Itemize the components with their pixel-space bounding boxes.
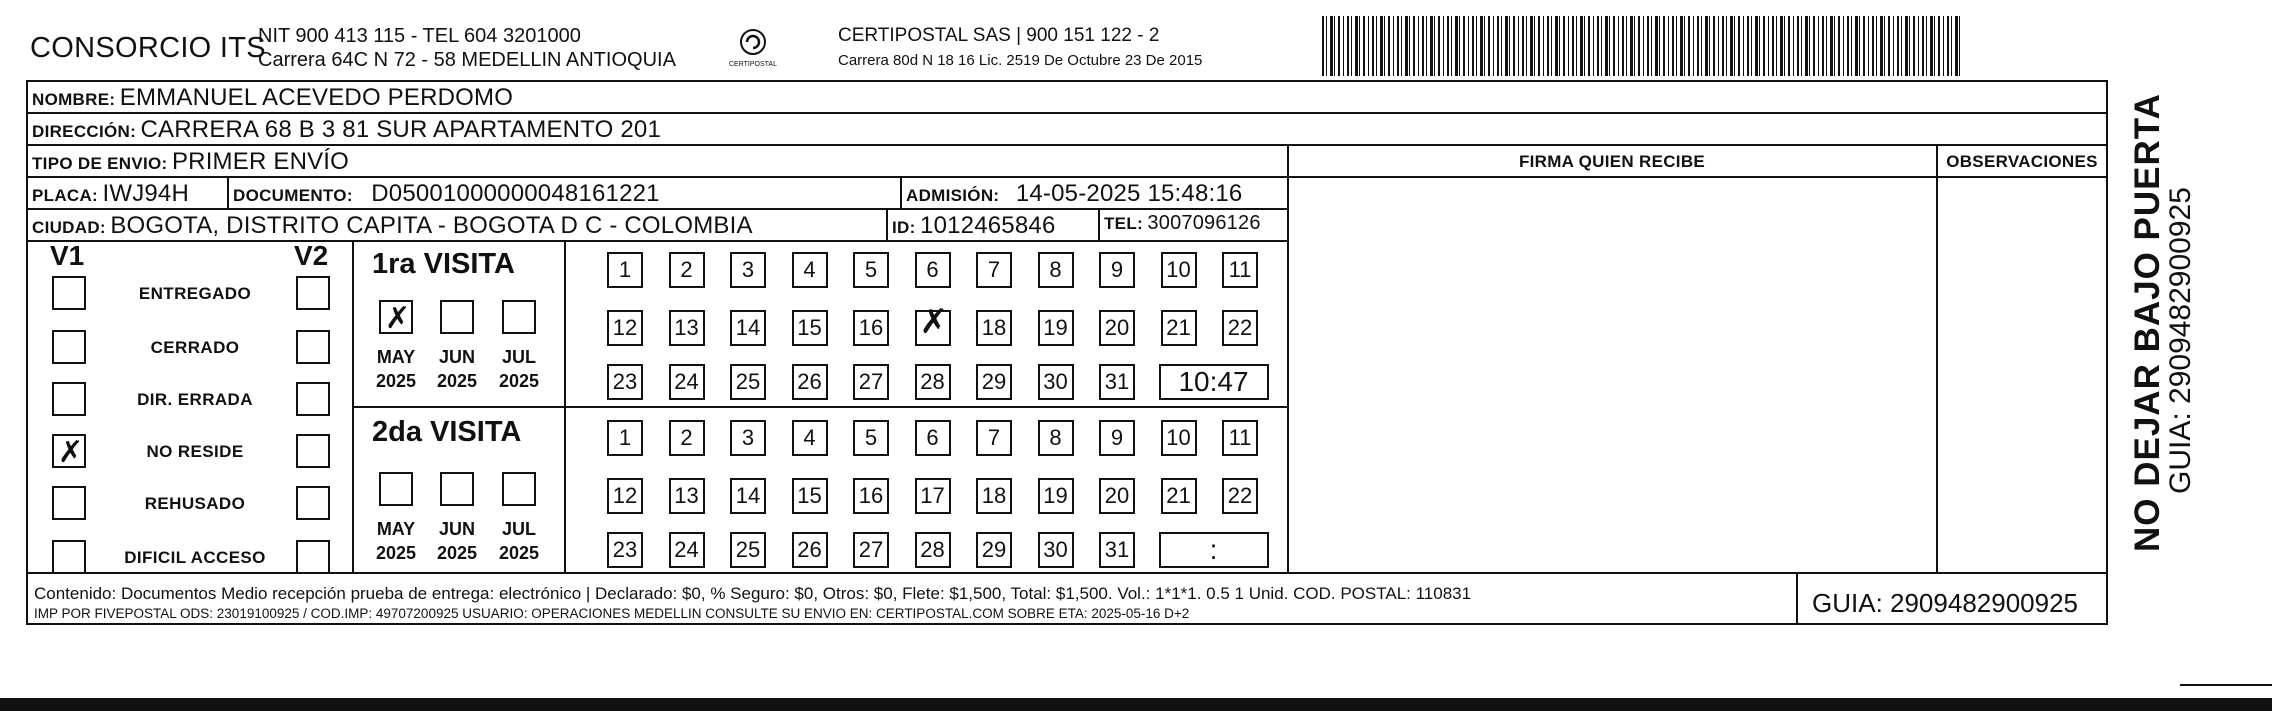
address-value: CARRERA 68 B 3 81 SUR APARTAMENTO 201 [140, 116, 662, 143]
x-mark-icon: ✗ [385, 301, 411, 336]
v2-header: V2 [294, 240, 329, 271]
v2-checkbox[interactable] [296, 382, 330, 416]
bottom-bar [0, 698, 2272, 711]
company-line-1: NIT 900 413 115 - TEL 604 3201000 [258, 25, 581, 47]
visit2-year-label: 2025 [436, 543, 478, 563]
visit2-day[interactable]: 19 [1038, 478, 1074, 514]
visit2-month-label: JUL [501, 519, 536, 539]
visit1-day[interactable]: 10 [1161, 252, 1197, 288]
visit2-month-label: JUN [438, 519, 475, 539]
visit2-day[interactable]: 11 [1222, 420, 1258, 456]
visit1-day[interactable]: 26 [792, 364, 828, 400]
visit1-day[interactable]: 3 [730, 252, 766, 288]
visit1-day[interactable]: 24 [669, 364, 705, 400]
v1-checkbox[interactable] [52, 330, 86, 364]
v1-header: V1 [50, 240, 85, 271]
visit2-title: 2da VISITA [372, 416, 522, 448]
visit1-title: 1ra VISITA [372, 248, 515, 280]
id-value: 1012465846 [920, 212, 1056, 239]
v2-checkbox[interactable] [296, 486, 330, 520]
status-option-label: DIR. ERRADA [137, 390, 253, 409]
visit1-day[interactable]: 29 [976, 364, 1012, 400]
visit2-month-checkbox[interactable] [440, 472, 474, 506]
visit2-time-box[interactable]: : [1159, 532, 1269, 568]
visit1-day[interactable]: 18 [976, 310, 1012, 346]
visit1-day[interactable]: 28 [915, 364, 951, 400]
visit2-day[interactable]: 20 [1099, 478, 1135, 514]
tel-row [1104, 212, 1261, 235]
address-row [32, 116, 661, 144]
visit1-year-label: 2025 [375, 371, 417, 391]
visit1-day[interactable]: 1 [607, 252, 643, 288]
visit2-day[interactable]: 10 [1161, 420, 1197, 456]
v2-checkbox[interactable] [296, 276, 330, 310]
footer-line-2: IMP POR FIVEPOSTAL ODS: 23019100925 / COD.IMP: 49707200925 USUARIO: OPERACIONES MEDELLIN CONSULTE SU ENVIO EN: CERTIPOSTAL.COM SOBRE ETA: 2025-05-16 D+2 [34, 606, 1190, 621]
document-value: D05001000000048161221 [371, 180, 660, 207]
admission-value: 14-05-2025 15:48:16 [1015, 180, 1243, 207]
visit1-day[interactable]: 2 [669, 252, 705, 288]
visit1-day[interactable]: 20 [1099, 310, 1135, 346]
visit1-day[interactable]: 12 [607, 310, 643, 346]
visit2-day[interactable]: 23 [607, 532, 643, 568]
visit1-month-label: JUL [501, 347, 536, 367]
send-type-row [32, 148, 349, 176]
plate-row [32, 180, 189, 208]
admission-row [906, 180, 1242, 208]
visit2-day[interactable]: 16 [853, 478, 889, 514]
tel-label: TEL: [1104, 214, 1143, 233]
svg-text:CERTIPOSTAL: CERTIPOSTAL [729, 61, 777, 68]
visit2-month-label: MAY [376, 519, 416, 539]
carrier-line-2: Carrera 80d N 18 16 Lic. 2519 De Octubre 23 De 2015 [838, 52, 1203, 69]
barcode [1322, 16, 1962, 76]
visit1-day[interactable]: 31 [1099, 364, 1135, 400]
visit1-day[interactable]: 30 [1038, 364, 1074, 400]
v1-checkbox[interactable] [52, 382, 86, 416]
v1-checkbox[interactable] [52, 540, 86, 574]
visit2-day[interactable]: 27 [853, 532, 889, 568]
visit2-day[interactable]: 25 [730, 532, 766, 568]
visit1-day[interactable]: 15 [792, 310, 828, 346]
visit2-day[interactable]: 21 [1161, 478, 1197, 514]
tel-value: 3007096126 [1147, 212, 1261, 234]
name-value: EMMANUEL ACEVEDO PERDOMO [119, 84, 514, 111]
name-label: NOMBRE: [32, 90, 116, 109]
visit1-time-box[interactable]: 10:47 [1159, 364, 1269, 400]
visit2-day[interactable]: 26 [792, 532, 828, 568]
certipostal-logo [726, 26, 780, 72]
visit2-day[interactable]: 24 [669, 532, 705, 568]
company-name: CONSORCIO ITS [30, 32, 266, 64]
visit1-day[interactable]: 23 [607, 364, 643, 400]
plate-value: IWJ94H [102, 180, 190, 207]
visit1-month-checkbox[interactable] [379, 300, 413, 334]
visit1-month-checkbox[interactable] [440, 300, 474, 334]
signature-header: FIRMA QUIEN RECIBE [1518, 152, 1706, 171]
visit1-day[interactable]: 4 [792, 252, 828, 288]
visit1-day[interactable]: 8 [1038, 252, 1074, 288]
visit1-day[interactable]: 25 [730, 364, 766, 400]
visit2-day[interactable]: 29 [976, 532, 1012, 568]
send-type-value: PRIMER ENVÍO [171, 148, 350, 175]
visit2-day[interactable]: 5 [853, 420, 889, 456]
visit1-day[interactable]: 13 [669, 310, 705, 346]
visit2-day[interactable]: 22 [1222, 478, 1258, 514]
v2-checkbox[interactable] [296, 540, 330, 574]
carrier-line-1: CERTIPOSTAL SAS | 900 151 122 - 2 [838, 25, 1160, 46]
visit1-day[interactable]: 22 [1222, 310, 1258, 346]
visit1-month-label: JUN [438, 347, 475, 367]
visit2-day[interactable]: 9 [1099, 420, 1135, 456]
footer-guide: GUIA: 2909482900925 [1812, 588, 2078, 618]
visit1-day[interactable]: 27 [853, 364, 889, 400]
visit1-year-label: 2025 [436, 371, 478, 391]
visit2-day[interactable]: 13 [669, 478, 705, 514]
visit1-day[interactable]: 7 [976, 252, 1012, 288]
visit1-day[interactable]: 14 [730, 310, 766, 346]
visit2-day[interactable]: 7 [976, 420, 1012, 456]
city-value: BOGOTA, DISTRITO CAPITA - BOGOTA D C - COLOMBIA [110, 212, 753, 239]
visit2-day[interactable]: 8 [1038, 420, 1074, 456]
visit1-day[interactable] [915, 310, 951, 346]
visit2-year-label: 2025 [375, 543, 417, 563]
visit1-month-checkbox[interactable] [502, 300, 536, 334]
document-row [233, 180, 660, 208]
send-type-label: TIPO DE ENVIO: [32, 154, 168, 173]
visit1-day[interactable]: 16 [853, 310, 889, 346]
status-option-label: ENTREGADO [138, 284, 252, 303]
v2-checkbox[interactable] [296, 434, 330, 468]
visit2-day[interactable]: 3 [730, 420, 766, 456]
visit1-day[interactable]: 6 [915, 252, 951, 288]
visit2-month-checkbox[interactable] [502, 472, 536, 506]
visit2-day[interactable]: 1 [607, 420, 643, 456]
city-row [32, 212, 753, 240]
visit2-month-checkbox[interactable] [379, 472, 413, 506]
id-label: ID: [892, 218, 916, 237]
visit2-day[interactable]: 17 [915, 478, 951, 514]
visit2-day[interactable]: 28 [915, 532, 951, 568]
document-label: DOCUMENTO: [233, 186, 353, 205]
visit2-day[interactable]: 31 [1099, 532, 1135, 568]
side-warning: NO DEJAR BAJO PUERTA [2128, 93, 2167, 552]
v1-checkbox[interactable] [52, 276, 86, 310]
v1-checkbox[interactable] [52, 434, 86, 468]
visit2-day[interactable]: 14 [730, 478, 766, 514]
plate-label: PLACA: [32, 186, 99, 205]
status-option-label: NO RESIDE [146, 442, 244, 461]
visit1-day[interactable]: 11 [1222, 252, 1258, 288]
visit1-day[interactable]: 5 [853, 252, 889, 288]
status-option-label: CERRADO [150, 338, 240, 357]
x-mark-icon: ✗ [58, 435, 84, 470]
visit2-day[interactable]: 15 [792, 478, 828, 514]
id-row [892, 212, 1056, 240]
status-option-label: REHUSADO [144, 494, 246, 513]
visit2-day[interactable]: 2 [669, 420, 705, 456]
city-label: CIUDAD: [32, 218, 106, 237]
address-label: DIRECCIÓN: [32, 122, 137, 141]
visit2-day[interactable]: 30 [1038, 532, 1074, 568]
visit1-month-label: MAY [376, 347, 416, 367]
visit2-day[interactable]: 18 [976, 478, 1012, 514]
visit2-day[interactable]: 4 [792, 420, 828, 456]
visit1-day[interactable]: 21 [1161, 310, 1197, 346]
admission-label: ADMISIÓN: [906, 186, 1000, 205]
visit2-year-label: 2025 [498, 543, 540, 563]
visit2-day[interactable]: 6 [915, 420, 951, 456]
visit1-year-label: 2025 [498, 371, 540, 391]
name-row [32, 84, 513, 112]
v1-checkbox[interactable] [52, 486, 86, 520]
visit2-day[interactable]: 12 [607, 478, 643, 514]
footer-line-1: Contenido: Documentos Medio recepción prueba de entrega: electrónico | Declarado: $0, % Seguro: $0, Otros: $0, Flete: $1,500, Total: $1,500. Vol.: 1*1*1. 0.5 1 Unid. COD. POSTAL: 110831 [34, 584, 1472, 603]
v2-checkbox[interactable] [296, 330, 330, 364]
side-guide: GUIA: 2909482900925 [2164, 187, 2197, 494]
observations-header: OBSERVACIONES [1946, 152, 2098, 171]
company-line-2: Carrera 64C N 72 - 58 MEDELLIN ANTIOQUIA [258, 49, 676, 71]
visit1-day[interactable]: 19 [1038, 310, 1074, 346]
status-option-label: DIFICIL ACCESO [124, 548, 266, 567]
visit1-day[interactable]: 9 [1099, 252, 1135, 288]
